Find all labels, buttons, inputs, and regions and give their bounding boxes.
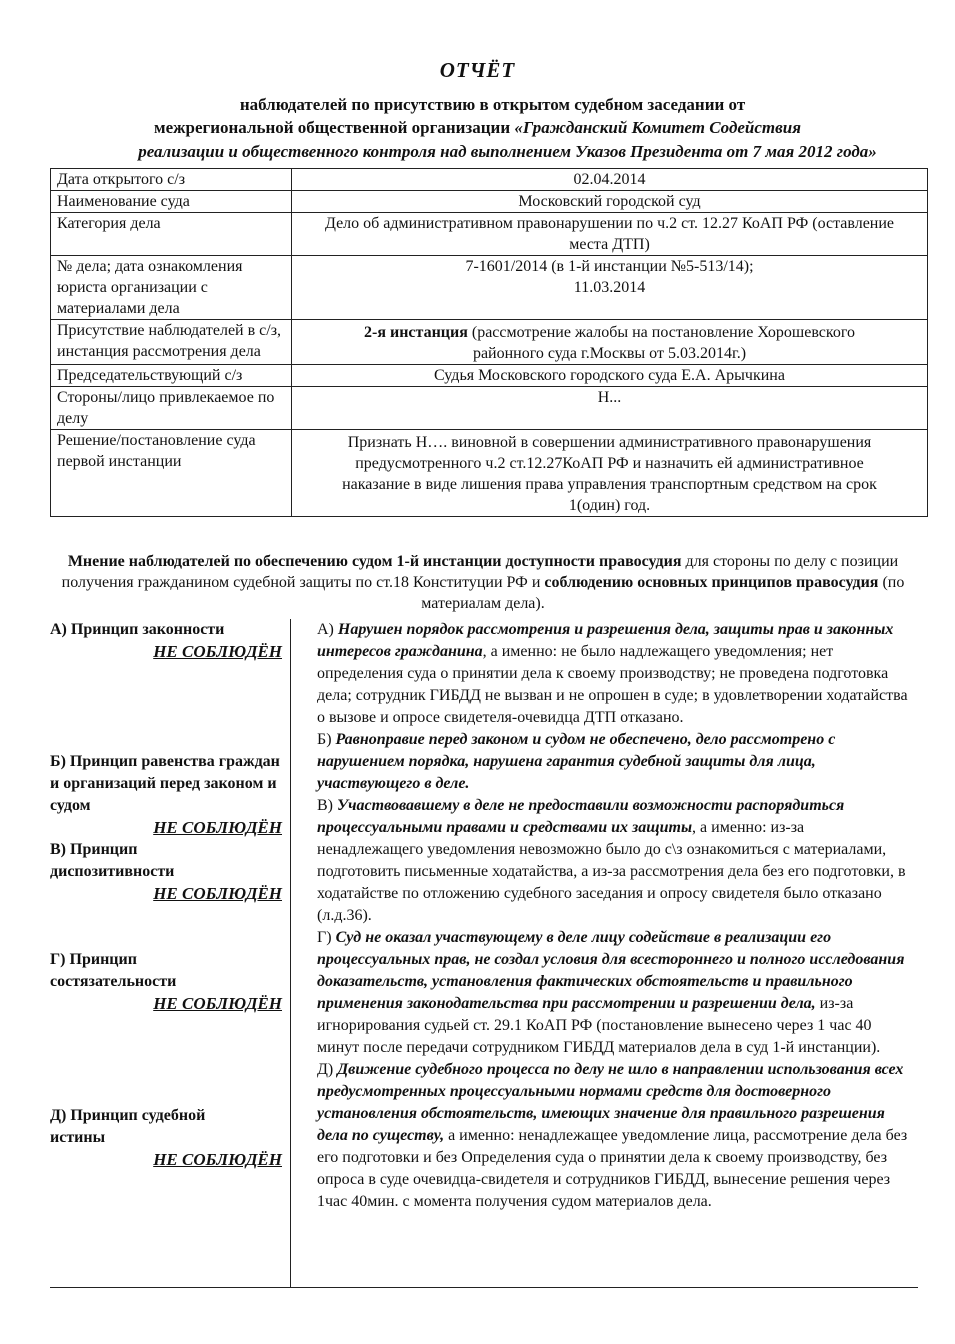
finding-a-letter: А) bbox=[317, 621, 338, 638]
parties-label: Стороны/лицо привлекаемое по делу bbox=[51, 387, 292, 430]
header-line-1: наблюдателей по присутствию в открытом судебном заседании от bbox=[239, 95, 746, 114]
presence-label: Присутствие наблюдателей в с/з, инстанция рассмотрения дела bbox=[51, 320, 292, 365]
header-line-3: реализации и общественного контроля над выполнением Указов Президента от 7 мая 2012 года» bbox=[138, 142, 877, 161]
presence-details: (рассмотрение жалобы на постановление Хорошевского районного суда г.Москвы от 5.03.2014г.) bbox=[467, 324, 855, 362]
report-title: ОТЧЁТ bbox=[439, 58, 516, 82]
court-label: Наименование суда bbox=[51, 191, 292, 213]
presence-instance: 2-я инстанция bbox=[363, 324, 468, 341]
table-row bbox=[50, 619, 918, 1288]
parties-value: Н... bbox=[292, 387, 928, 430]
finding-g-letter: Г) bbox=[317, 929, 336, 946]
principle-d-label: Д) Принцип судебной истины bbox=[50, 1107, 206, 1146]
judge-value: Судья Московского городского суда Е.А. Арычкина bbox=[292, 365, 928, 387]
finding-v-lead: Участвовавшему в деле не предоставили возможности распорядиться процессуальными правами и средствами их защиты bbox=[317, 797, 845, 836]
finding-g-text: из-за игнорирования судьей ст. 29.1 КоАП РФ (постановление вынесено через 1 час 40 минут после передачи сотрудником ГИБДД материалов дела в суд 1-й инстанции). bbox=[317, 995, 881, 1056]
judge-label: Председательствующий с/з bbox=[51, 365, 292, 387]
finding-d-text: а именно: ненадлежащее уведомление лица, рассмотрение дела без его подготовки и без Определения суда о принятии дела к своему производству, без опроса в суде очевидца-свидетеля и сотрудников ГИБДД, вынесение решения через 1час 40мин. с момента получения судом материалов дела. bbox=[317, 1127, 908, 1210]
principle-b bbox=[50, 751, 282, 839]
table-row bbox=[51, 256, 928, 320]
finding-b bbox=[295, 729, 914, 795]
finding-v-letter: В) bbox=[317, 797, 337, 814]
header-line-2 bbox=[0, 118, 955, 138]
header-line-2-plain: межрегиональной общественной организации bbox=[154, 118, 515, 137]
table-row bbox=[51, 169, 928, 191]
principle-v bbox=[50, 839, 230, 883]
finding-g-lead: Суд не оказал участвующему в деле лицу содействие в реализации его процессуальных прав, не создал условия для всестороннего и полного исследования доказательств, установления фактических обстоятельств и правильного применения законодательства при рассмотрении и разрешении дела, bbox=[317, 929, 905, 1012]
principles-column bbox=[50, 619, 291, 1288]
table-row bbox=[51, 191, 928, 213]
finding-a bbox=[295, 619, 914, 729]
principle-v-label: В) Принцип диспозитивности bbox=[50, 841, 175, 880]
finding-g bbox=[295, 927, 914, 1059]
observers-opinion bbox=[50, 551, 916, 614]
not-observed-v-wrap bbox=[50, 883, 282, 905]
finding-v bbox=[295, 795, 914, 927]
table-row bbox=[51, 387, 928, 430]
finding-a-lead: Нарушен порядок рассмотрения и разрешения дела, защиты прав и законных интересов гражданина bbox=[317, 621, 894, 660]
principle-g-label: Г) Принцип состязательности bbox=[50, 951, 177, 990]
decision-label: Решение/постановление суда первой инстанции bbox=[51, 430, 292, 517]
presence-value bbox=[292, 320, 928, 365]
case-label: № дела; дата ознакомления юриста организации с материалами дела bbox=[51, 256, 292, 320]
not-observed-v: НЕ СОБЛЮДЁН bbox=[153, 884, 282, 903]
not-observed-d-wrap bbox=[50, 1149, 282, 1171]
opinion-bold-1: Мнение наблюдателей по обеспечению судом 1-й инстанции доступности правосудия bbox=[67, 553, 682, 570]
not-observed-d: НЕ СОБЛЮДЁН bbox=[153, 1150, 282, 1169]
table-row bbox=[51, 320, 928, 365]
findings-column bbox=[291, 619, 919, 1288]
case-date: 11.03.2014 bbox=[573, 279, 646, 296]
date-label: Дата открытого с/з bbox=[51, 169, 292, 191]
case-value bbox=[292, 256, 928, 320]
principle-a-label: А) Принцип законности bbox=[50, 621, 225, 638]
decision-value: Признать Н…. виновной в совершении административного правонарушения предусмотренного ч.2 ст.12.27КоАП РФ и назначить ей административное наказание в виде лишения права управления транспортным средством на срок 1(один) год. bbox=[292, 430, 928, 517]
finding-d-letter: Д) bbox=[317, 1061, 338, 1078]
case-info-table bbox=[50, 168, 928, 517]
finding-d-lead: Движение судебного процесса по делу не шло в направлении использования всех предусмотренных процессуальными нормами средств для достоверного установления обстоятельств, имеющих значение для правильного разрешения дела по существу, bbox=[317, 1061, 904, 1144]
principle-b-label: Б) Принцип равенства граждан и организаций перед законом и судом bbox=[50, 753, 280, 814]
category-label: Категория дела bbox=[51, 213, 292, 256]
finding-v-text: , а именно: из-за ненадлежащего уведомления невозможно было до с\з ознакомиться с материалами, подготовить письменные ходатайства, а из-за рассмотрения дела без его подготовки, в ходатайстве по отложению судебного заседания и опросу свидетеля было отказано (л.д.36). bbox=[317, 819, 906, 924]
case-number: 7-1601/2014 (в 1-й инстанции №5-513/14); bbox=[465, 258, 754, 275]
table-row bbox=[51, 430, 928, 517]
table-row bbox=[51, 213, 928, 256]
finding-b-lead: Равноправие перед законом и судом не обеспечено, дело рассмотрено с нарушением порядка, нарушена гарантия судебной защиты для лица, участвующего в деле. bbox=[317, 731, 836, 792]
category-value: Дело об административном правонарушении по ч.2 ст. 12.27 КоАП РФ (оставление места ДТП) bbox=[292, 213, 928, 256]
table-row bbox=[51, 365, 928, 387]
opinion-plain-2: (по материалам дела). bbox=[421, 574, 905, 612]
opinion-plain-1: для стороны по делу с позиции получения гражданином судебной защиты по ст.18 Конституции РФ и bbox=[61, 553, 899, 591]
not-observed-g: НЕ СОБЛЮДЁН bbox=[153, 994, 282, 1013]
finding-b-letter: Б) bbox=[317, 731, 336, 748]
finding-d bbox=[295, 1059, 914, 1213]
finding-a-text: , а именно: не было надлежащего уведомления; нет определения суда о принятии дела к своему производству; не проведена подготовка дела; сотрудник ГИБДД не вызван и не опрошен в суде; в удовлетворении ходатайства о вызове и опросе свидетеля-очевидца ДТП отказано. bbox=[317, 643, 908, 726]
not-observed-a: НЕ СОБЛЮДЁН bbox=[153, 642, 282, 661]
opinion-bold-2: соблюдению основных принципов правосудия bbox=[544, 574, 879, 591]
not-observed-g-wrap bbox=[50, 993, 282, 1015]
principle-a bbox=[50, 619, 282, 663]
principle-d bbox=[50, 1105, 250, 1149]
court-value: Московский городской суд bbox=[292, 191, 928, 213]
principles-table bbox=[50, 619, 918, 1288]
date-value: 02.04.2014 bbox=[292, 169, 928, 191]
header-line-2-italic: «Гражданский Комитет Содействия bbox=[514, 118, 801, 137]
not-observed-b: НЕ СОБЛЮДЁН bbox=[153, 818, 282, 837]
principle-g bbox=[50, 949, 230, 993]
